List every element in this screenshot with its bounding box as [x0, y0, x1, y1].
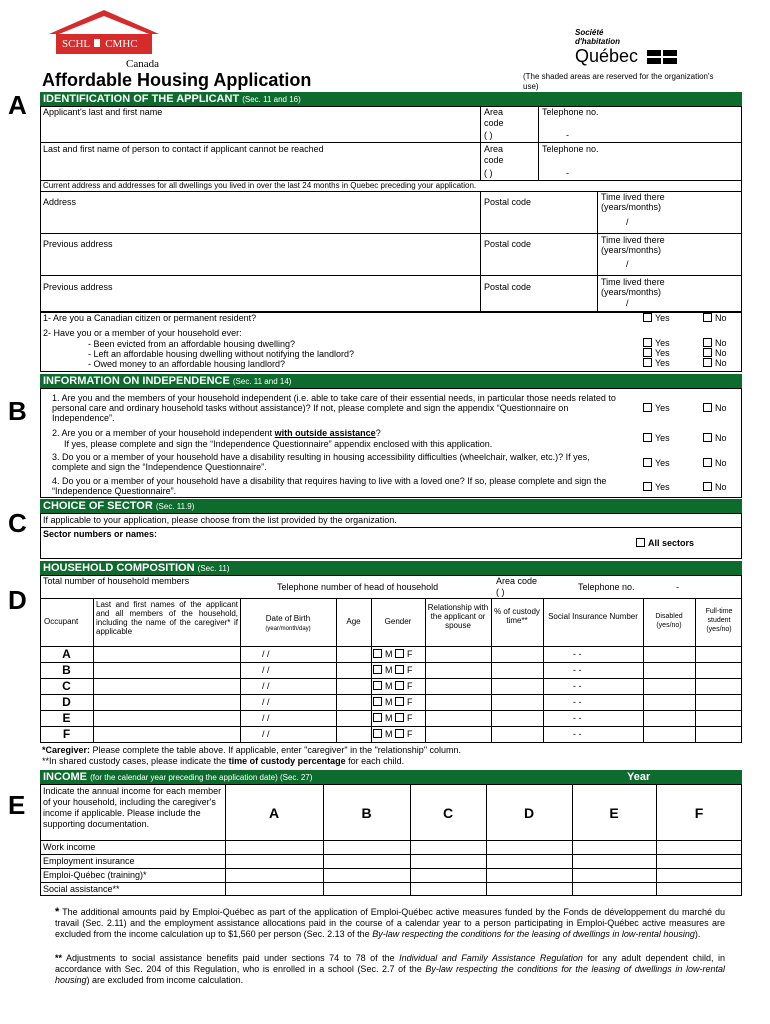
footnote-1: * The additional amounts paid by Emploi-Québec as part of the application of Emploi-Québec active measures funded by the Fonds de développement du marché du travail (Sec. 2.11) and the employment assistance allocations paid in the course of a calendar year to a person participating in Emploi-Québec active measures are excluded from the income calculation up to $1,560 per person (Sec. 2.13 of the By-law respecting the conditions for the leasing of dwellings in low-rental housing).: [55, 906, 725, 939]
question-2b: - Left an affordable housing dwelling without notifying the landlord?: [88, 349, 355, 359]
page-title: Affordable Housing Application: [42, 70, 312, 90]
contact-area-code-label: Area code: [484, 144, 504, 165]
contact-name-label: Last and first name of person to contact if applicant cannot be reached: [43, 144, 324, 154]
gender-f-label: F: [407, 681, 413, 691]
gender-m-label: M: [385, 681, 393, 691]
col-sin: Social Insurance Number: [548, 612, 638, 621]
gender-m-label: M: [385, 729, 393, 739]
income-col-b: B: [361, 805, 372, 821]
gender-e[interactable]: [373, 713, 413, 723]
b-q4-yes-checkbox[interactable]: Yes: [643, 482, 670, 493]
dob-input-c[interactable]: / /: [262, 681, 270, 691]
sin-input-a[interactable]: - -: [573, 649, 582, 659]
question-2a: - Been evicted from an affordable housing dwelling?: [88, 339, 295, 349]
dob-input-a[interactable]: / /: [262, 649, 270, 659]
section-e-heading: INCOME (for the calendar year preceding the application date) (Sec. 27) Year: [40, 770, 742, 784]
dob-input-b[interactable]: / /: [262, 665, 270, 675]
section-d-letter: D: [8, 585, 27, 615]
question-2c: - Owed money to an affordable housing landlord?: [88, 359, 285, 369]
income-col-f: F: [694, 805, 704, 821]
q1-no-checkbox[interactable]: No: [703, 313, 727, 324]
col-names: Last and first names of the applicant and all members of the household, including the name of the caregiver* if applicable: [96, 600, 238, 636]
current-address-note: Current address and addresses for all dwellings you lived in over the last 24 months in Quebec preceding your application.: [43, 181, 477, 190]
sin-input-f[interactable]: - -: [573, 729, 582, 739]
section-c-letter: C: [8, 508, 27, 538]
b-q2-no-checkbox[interactable]: No: [703, 433, 727, 444]
tel-head-label: Telephone number of head of household: [277, 582, 439, 592]
b-q1-yes-checkbox[interactable]: Yes: [643, 403, 670, 414]
income-row-label: Employment insurance: [43, 856, 135, 866]
gender-m-label: M: [385, 665, 393, 675]
time-lived-label-1: Time lived there (years/months): [601, 192, 665, 212]
occupant-f: F: [62, 727, 71, 741]
gender-f-label: F: [407, 649, 413, 659]
question-2: 2- Have you or a member of your household ever:: [43, 328, 242, 338]
head-telephone-dash: -: [676, 582, 679, 592]
section-a-heading: IDENTIFICATION OF THE APPLICANT (Sec. 11 and 16): [40, 92, 742, 106]
gender-m-label: M: [385, 649, 393, 659]
occupant-c: C: [62, 679, 71, 693]
previous-address-label-2: Previous address: [43, 282, 113, 292]
gender-f-label: F: [407, 729, 413, 739]
gender-m-label: M: [385, 713, 393, 723]
b-q2-yes-checkbox[interactable]: Yes: [643, 433, 670, 444]
sin-input-c[interactable]: - -: [573, 681, 582, 691]
col-dob-format: (year/month/day): [265, 626, 311, 632]
footnote-2: ** Adjustments to social assistance benefits paid under sections 74 to 78 of the Individual and Family Assistance Regulation for any adult dependent child, in accordance with Sec. 204 of this Regulation, who is enrolled in a school (Sec. 2.7 of the By-law respecting the conditions for the leasing of dwellings in low-rental housing) are excluded from income calculation.: [55, 953, 726, 985]
income-col-a: A: [268, 805, 280, 821]
all-sectors-checkbox[interactable]: All sectors: [636, 538, 694, 549]
income-row-label: Emploi-Québec (training)*: [43, 870, 147, 880]
section-b-letter: B: [8, 396, 27, 426]
occupant-a: A: [62, 647, 71, 661]
cmhc-text: CMHC: [105, 38, 138, 50]
income-col-d: D: [523, 805, 535, 821]
q2a-no-checkbox[interactable]: No: [703, 338, 727, 349]
income-row-label: Social assistance**: [43, 884, 120, 894]
societe-text: Société: [575, 28, 604, 37]
income-instructions: Indicate the annual income for each member of your household, including the caregiver's income if applicable. Please include the supporting documentation.: [43, 786, 222, 829]
section-d-heading: HOUSEHOLD COMPOSITION (Sec. 11): [40, 561, 742, 575]
b-q1-no-checkbox[interactable]: No: [703, 403, 727, 414]
head-area-code-label: Area code: [496, 576, 538, 586]
dob-input-d[interactable]: / /: [262, 697, 270, 707]
occupant-e: E: [62, 711, 71, 725]
postal-code-label-1: Postal code: [484, 197, 532, 207]
section-b-heading: INFORMATION ON INDEPENDENCE (Sec. 11 and 14): [40, 374, 742, 388]
head-area-code-input[interactable]: ( ): [496, 587, 505, 597]
b-q4-no-checkbox[interactable]: No: [703, 482, 727, 493]
sector-numbers-label: Sector numbers or names:: [43, 529, 158, 539]
custody-note: **In shared custody cases, please indicate the time of custody percentage for each child.: [42, 756, 405, 766]
telephone-label: Telephone no.: [542, 107, 599, 117]
year-label: Year: [627, 771, 651, 783]
dob-input-e[interactable]: / /: [262, 713, 270, 723]
independence-q4: 4. Do you or a member of your household have a disability that requires having to live with a loved one? If so, please complete and sign the “Independence Questionnaire”.: [52, 476, 607, 496]
col-student: Full-time student (yes/no): [705, 608, 733, 633]
time-lived-label-2: Time lived there (years/months): [601, 235, 665, 255]
postal-code-label-2: Postal code: [484, 239, 532, 249]
independence-q2-note: If yes, please complete and sign the “Independence Questionnaire” appendix enclosed with this application.: [64, 439, 493, 449]
contact-area-code-input[interactable]: ( ): [484, 168, 493, 178]
sin-input-e[interactable]: - -: [573, 713, 582, 723]
section-e-letter: E: [8, 790, 26, 820]
income-col-e: E: [609, 805, 619, 821]
q1-yes-checkbox[interactable]: Yes: [643, 313, 670, 324]
area-code-label: Area code: [484, 107, 504, 128]
schl-text: SCHL: [62, 38, 90, 50]
col-relationship: Relationship with the applicant or spouse: [427, 603, 489, 630]
gender-a[interactable]: [373, 649, 413, 659]
gender-c[interactable]: [373, 681, 413, 691]
postal-code-label-3: Postal code: [484, 282, 532, 292]
independence-q2: 2. Are you or a member of your household independent with outside assistance?: [52, 428, 381, 438]
q2b-yes-checkbox[interactable]: Yes: [643, 348, 670, 359]
section-c-heading: CHOICE OF SECTOR (Sec. 11.9): [40, 499, 742, 513]
gender-f-label: F: [407, 665, 413, 675]
independence-q1: 1. Are you and the members of your household independent (i.e. able to take care of their essential needs, in particular those needs related to personal care and ordinary household tasks without assistance)? If not, please complete and sign the appendix “Questionnaire on Independence”.: [52, 393, 616, 423]
sector-note: If applicable to your application, please choose from the list provided by the organization.: [43, 515, 397, 525]
col-dob: Date of Birth: [265, 614, 311, 623]
shq-logo: [575, 28, 735, 66]
sin-input-b[interactable]: - -: [573, 665, 582, 675]
gender-f[interactable]: [373, 729, 413, 739]
col-disabled: Disabled (yes/no): [655, 613, 683, 629]
occupant-b: B: [62, 663, 71, 677]
q2b-no-checkbox[interactable]: No: [703, 348, 727, 359]
canada-wordmark: Canada: [126, 58, 159, 70]
shaded-note: (The shaded areas are reserved for the organization's use): [523, 72, 714, 91]
gender-d[interactable]: [373, 697, 413, 707]
schl-cmhc-logo: [44, 6, 164, 56]
income-col-c: C: [442, 805, 454, 821]
address-label: Address: [43, 197, 77, 207]
col-age: Age: [346, 617, 361, 626]
sin-input-d[interactable]: - -: [573, 697, 582, 707]
b-q3-no-checkbox[interactable]: No: [703, 458, 727, 469]
occupant-d: D: [62, 695, 71, 709]
q2c-yes-checkbox[interactable]: Yes: [643, 358, 670, 369]
q2c-no-checkbox[interactable]: No: [703, 358, 727, 369]
contact-telephone-dash: -: [566, 168, 569, 178]
col-custody: % of custody time**: [494, 607, 540, 625]
fleurdelis-icon: [647, 50, 677, 64]
col-occupant: Occupant: [44, 617, 79, 626]
applicant-name-label: Applicant's last and first name: [43, 107, 163, 117]
area-code-input[interactable]: ( ): [484, 130, 493, 140]
time-lived-label-3: Time lived there (years/months): [601, 277, 665, 297]
telephone-dash: -: [566, 130, 569, 140]
gender-f-label: F: [407, 713, 413, 723]
gender-f-label: F: [407, 697, 413, 707]
income-row-label: Work income: [43, 842, 96, 852]
head-telephone-label: Telephone no.: [578, 582, 635, 592]
previous-address-label-1: Previous address: [43, 239, 113, 249]
time-lived-slash-1: /: [626, 217, 629, 227]
dob-input-f[interactable]: / /: [262, 729, 270, 739]
total-members-label: Total number of household members: [43, 576, 190, 586]
quebec-text: Québec: [575, 46, 639, 66]
question-1: 1- Are you a Canadian citizen or permanent resident?: [43, 313, 257, 323]
independence-q3: 3. Do you or a member of your household have a disability resulting in housing accessibility difficulties (wheelchair, walker, etc.)? If yes, complete and sign the “Independence Questionnaire”.: [52, 452, 590, 472]
time-lived-slash-2: /: [626, 259, 629, 269]
col-gender: Gender: [384, 617, 412, 626]
b-q3-yes-checkbox[interactable]: Yes: [643, 458, 670, 469]
caregiver-note: *Caregiver: Please complete the table above. If applicable, enter "caregiver" in the "relationship" column.: [42, 745, 462, 755]
gender-m-label: M: [385, 697, 393, 707]
gender-b[interactable]: [373, 665, 413, 675]
contact-telephone-label: Telephone no.: [542, 144, 599, 154]
q2a-yes-checkbox[interactable]: Yes: [643, 338, 670, 349]
habitation-text: d'habitation: [575, 37, 621, 46]
section-a-letter: A: [8, 90, 27, 120]
time-lived-slash-3: /: [626, 298, 629, 308]
